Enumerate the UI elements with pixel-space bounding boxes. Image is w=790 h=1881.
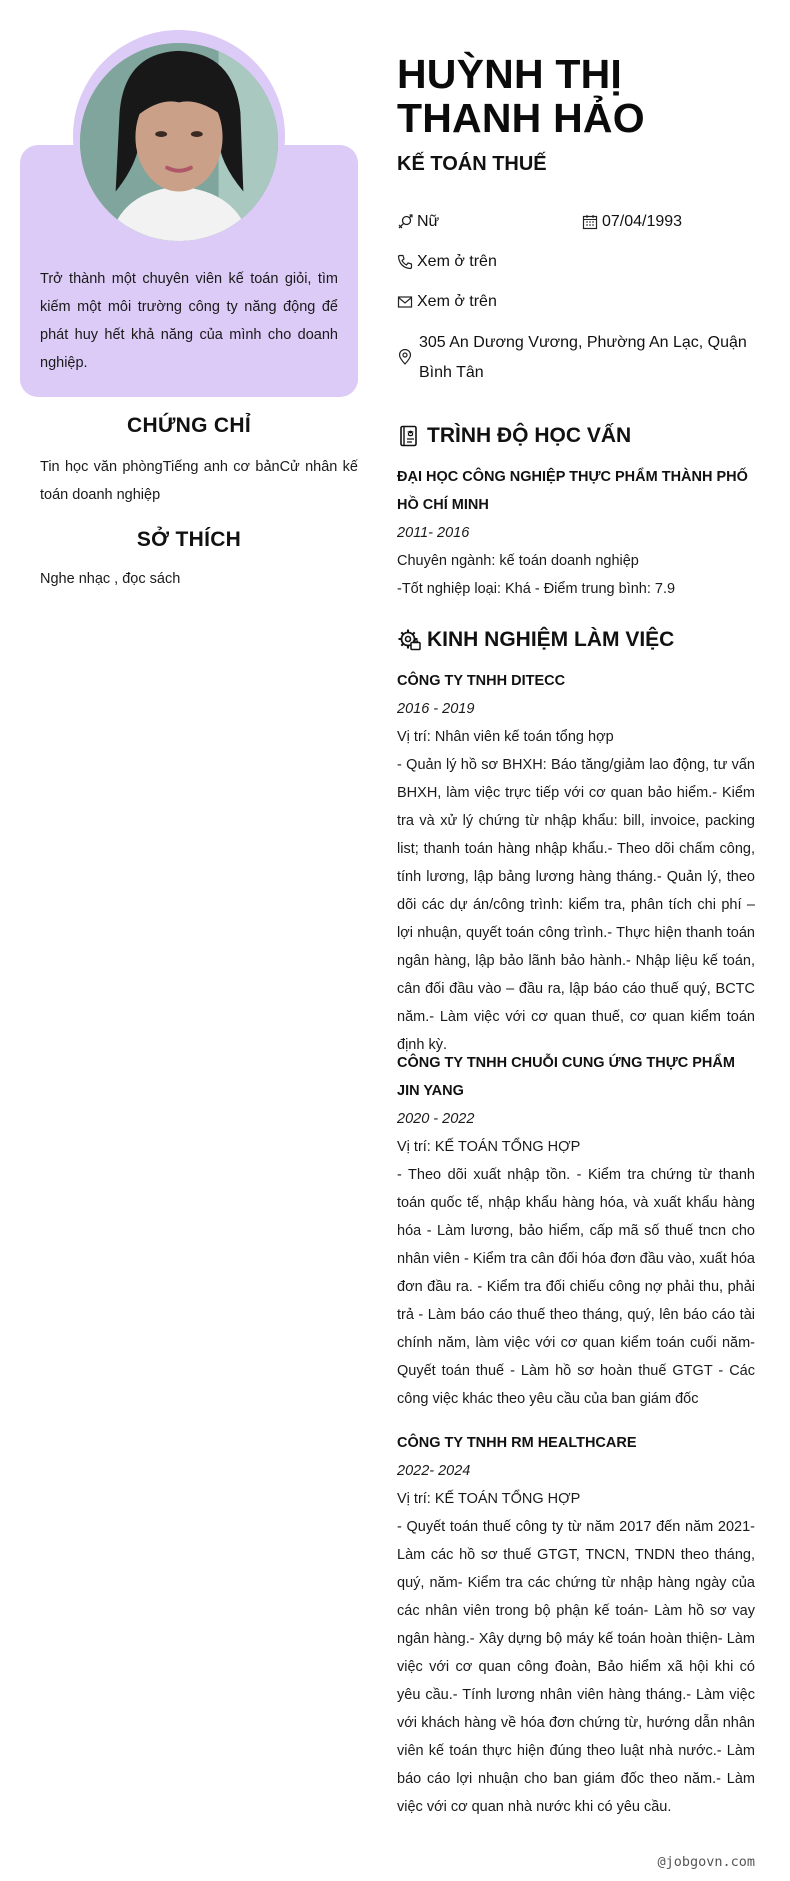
gender-icon: [397, 214, 413, 230]
job-title: KẾ TOÁN THUẾ: [397, 153, 547, 175]
company-name: CÔNG TY TNHH RM HEALTHCARE: [397, 1435, 637, 1451]
birthdate-row: [582, 207, 682, 237]
experience-heading-text: KINH NGHIỆM LÀM VIỆC: [427, 628, 675, 651]
job-description: - Quản lý hồ sơ BHXH: Báo tăng/giảm lao động, tư vấn BHXH, làm việc trực tiếp với cơ quan bảo hiểm.- Kiểm tra và xử lý chứng từ nhập khẩu: bill, invoice, packing list; thanh toán hàng nhập khẩu.- Theo dõi chấm công, tính lương, lập bảng lương hàng tháng.- Quản lý, theo dõi các dự án/công trình: kiểm tra, phân tích chi phí – lợi nhuận, quyết toán công trình.- Thực hiện thanh toán ngân hàng, lập bảo lãnh bảo hành.- Nhập liệu kế toán, cân đối đầu vào – đầu ra, lập báo cáo thuế quý, BCTC năm.- Làm việc với cơ quan thuế, cơ quan kiểm toán định kỳ.: [397, 757, 755, 1053]
school-name: ĐẠI HỌC CÔNG NGHIỆP THỰC PHẨM THÀNH PHỐ HỒ CHÍ MINH: [397, 469, 748, 513]
watermark: @jobgovn.com: [657, 1854, 755, 1870]
job-position: Vị trí: Nhân viên kế toán tổng hợp: [397, 729, 614, 745]
education-period: 2011- 2016: [397, 525, 470, 541]
candidate-name: HUỲNH THỊ THANH HẢO: [397, 51, 645, 141]
career-objective: Trở thành một chuyên viên kế toán giỏi, tìm kiếm một môi trường công ty năng động để phát huy hết khả năng của mình cho doanh nghiệp.: [40, 271, 338, 371]
phone-row: [397, 247, 497, 277]
education-heading-text: TRÌNH ĐỘ HỌC VẤN: [427, 424, 632, 447]
address-value: 305 An Dương Vương, Phường An Lạc, Quận Bình Tân: [419, 334, 747, 381]
gender-row: [397, 207, 439, 237]
graduation-book-icon: [397, 424, 421, 448]
education-heading: [397, 424, 631, 448]
experience-heading: [397, 628, 674, 652]
certificates-text: Tin học văn phòngTiếng anh cơ bảnCử nhân kế toán doanh nghiệp: [40, 459, 358, 503]
address-row: [397, 328, 755, 388]
job-description: - Theo dõi xuất nhập tồn. - Kiểm tra chứng từ thanh toán quốc tế, nhập khẩu hàng hóa, và xuất khẩu hàng hóa - Làm lương, bảo hiểm, cấp mã số thuế tncn cho nhân viên - Kiểm tra cân đối hóa đơn đầu vào, xuất hóa đơn đầu ra. - Kiểm tra đối chiếu công nợ phải thu, phải trả - Làm báo cáo thuế theo tháng, quý, lên báo cáo tài chính năm, làm việc với cơ quan kiểm toán cuối năm- Quyết toán thuế - Làm hồ sơ hoàn thuế GTGT - Các công việc khác theo yêu cầu của ban giám đốc: [397, 1167, 755, 1407]
job-period: 2016 - 2019: [397, 701, 475, 717]
gear-briefcase-icon: [397, 628, 421, 652]
hobbies-heading: SỞ THÍCH: [136, 528, 242, 551]
calendar-icon: [582, 214, 598, 230]
birthdate-value: 07/04/1993: [602, 213, 683, 230]
email-value: Xem ở trên: [417, 293, 497, 310]
education-entry: [397, 463, 755, 603]
hobbies-text: Nghe nhạc , đọc sách: [40, 571, 181, 587]
avatar-photo: [80, 43, 278, 241]
certificates-heading: CHỨNG CHỈ: [127, 414, 251, 437]
company-name: CÔNG TY TNHH DITECC: [397, 673, 566, 689]
job-entry: [397, 1049, 755, 1413]
location-pin-icon: [397, 349, 413, 365]
mail-icon: [397, 294, 413, 310]
job-position: Vị trí: KẾ TOÁN TỔNG HỢP: [397, 1491, 581, 1507]
job-entry: [397, 667, 755, 1059]
avatar: [80, 43, 278, 241]
education-grade: -Tốt nghiệp loại: Khá - Điểm trung bình: 7.9: [397, 581, 676, 597]
gender-value: Nữ: [417, 213, 440, 230]
company-name: CÔNG TY TNHH CHUỖI CUNG ỨNG THỰC PHẨM JIN YANG: [397, 1055, 735, 1099]
job-entry: [397, 1429, 755, 1821]
job-position: Vị trí: KẾ TOÁN TỔNG HỢP: [397, 1139, 581, 1155]
job-period: 2022- 2024: [397, 1463, 471, 1479]
job-description: - Quyết toán thuế công ty từ năm 2017 đến năm 2021- Làm các hồ sơ thuế GTGT, TNCN, TNDN theo tháng, quý, năm- Kiểm tra các chứng từ nhập hàng ngày của các nhân viên trong bộ phận kế toán- Làm hồ sơ vay ngân hàng.- Xây dựng bộ máy kế toán hoàn thiện- Làm việc với cơ quan công đoàn, Bảo hiểm xã hội khi có yêu cầu.- Tính lương nhân viên hàng tháng.- Làm việc với khách hàng về hóa đơn chứng từ, hướng dẫn nhân viên kế toán thực hiện đúng theo luật nhà nước.- Làm báo cáo lợi nhuận cho ban giám đốc theo năm.- Làm việc với cơ quan nhà nước khi có yêu cầu.: [397, 1519, 755, 1815]
education-major: Chuyên ngành: kế toán doanh nghiệp: [397, 553, 639, 569]
email-row: [397, 287, 497, 317]
job-period: 2020 - 2022: [397, 1111, 475, 1127]
phone-icon: [397, 254, 413, 270]
phone-value: Xem ở trên: [417, 253, 497, 270]
